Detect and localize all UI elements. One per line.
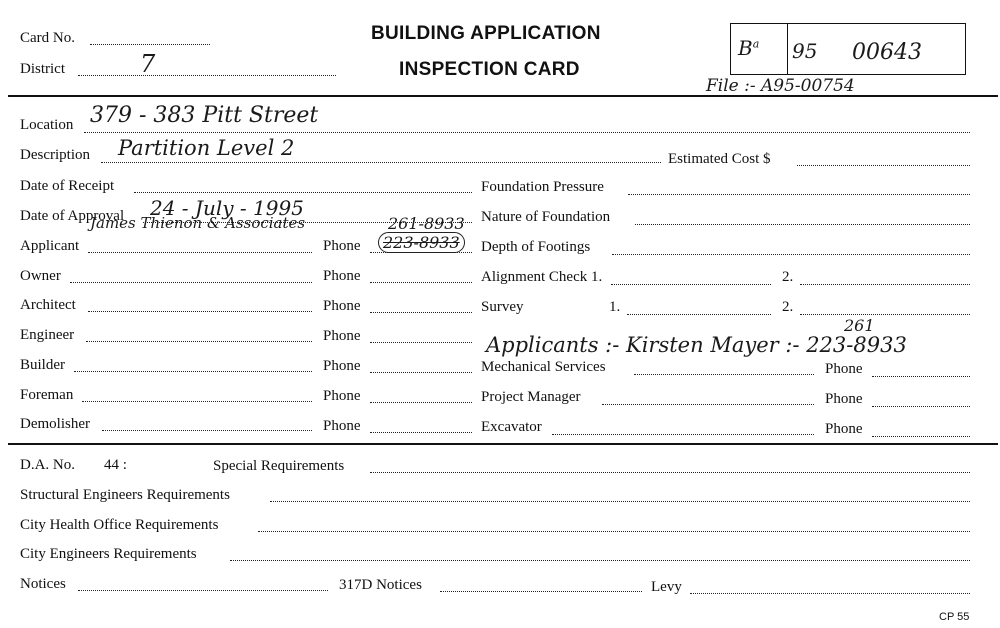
nature-of-foundation-label: Nature of Foundation: [481, 209, 611, 225]
foreman-phone-dotted-line: [370, 402, 472, 403]
foundation-pressure-label: Foundation Pressure: [481, 179, 604, 195]
special-requirements-dotted-line: [370, 472, 970, 473]
depth-of-footings-dotted-line: [612, 254, 970, 255]
applicants-note: Applicants :- Kirsten Mayer :- 223-8933: [486, 333, 907, 357]
foreman-dotted-line: [82, 401, 312, 402]
notices-label: Notices: [20, 576, 66, 592]
reference-number: 00643: [852, 40, 922, 65]
survey-2-label: 2.: [782, 299, 794, 315]
structural-requirements-label: Structural Engineers Requirements: [20, 487, 230, 503]
location-dotted-line: [84, 132, 970, 133]
project-manager-phone-dotted-line: [872, 406, 970, 407]
alignment-check-label: Alignment Check 1.: [481, 269, 603, 285]
date-of-receipt-dotted-line: [134, 192, 472, 193]
card-no-dotted-line: [90, 44, 210, 45]
engineer-phone-label: Phone: [323, 328, 361, 344]
demolisher-phone-label: Phone: [323, 418, 361, 434]
title-line-1: BUILDING APPLICATION: [371, 23, 601, 44]
applicants-note-correction: 261: [844, 316, 875, 335]
requirements-divider: [8, 443, 998, 445]
demolisher-phone-dotted-line: [370, 432, 472, 433]
district-dotted-line: [78, 75, 336, 76]
project-manager-dotted-line: [602, 404, 814, 405]
excavator-phone-label: Phone: [825, 421, 863, 437]
levy-label: Levy: [651, 579, 682, 595]
foreman-phone-label: Phone: [323, 388, 361, 404]
health-requirements-label: City Health Office Requirements: [20, 517, 219, 533]
survey-1-label: 1.: [609, 299, 621, 315]
survey-label: Survey: [481, 299, 524, 315]
survey-2-dotted-line: [800, 314, 970, 315]
mechanical-phone-label: Phone: [825, 361, 863, 377]
mechanical-services-label: Mechanical Services: [481, 359, 606, 375]
owner-phone-label: Phone: [323, 268, 361, 284]
reference-year: 95: [792, 39, 818, 63]
reference-prefix: $B^a$: [738, 36, 760, 60]
survey-1-dotted-line: [627, 314, 771, 315]
builder-dotted-line: [74, 371, 312, 372]
district-label: District: [20, 61, 65, 77]
architect-label: Architect: [20, 297, 76, 313]
estimated-cost-dotted-line: [797, 165, 970, 166]
engineer-phone-dotted-line: [370, 342, 472, 343]
project-manager-label: Project Manager: [481, 389, 581, 405]
depth-of-footings-label: Depth of Footings: [481, 239, 591, 255]
demolisher-label: Demolisher: [20, 416, 90, 432]
description-value: Partition Level 2: [118, 136, 295, 160]
foreman-label: Foreman: [20, 387, 74, 403]
form-code: CP 55: [939, 611, 970, 623]
reference-box: [730, 23, 966, 75]
title-line-2: INSPECTION CARD: [399, 59, 580, 80]
mechanical-phone-dotted-line: [872, 376, 970, 377]
health-requirements-dotted-line: [258, 531, 970, 532]
notices-317d-dotted-line: [440, 591, 642, 592]
reference-box-divider: [787, 24, 788, 74]
foundation-pressure-dotted-line: [628, 194, 970, 195]
structural-requirements-dotted-line: [270, 501, 970, 502]
alignment-1-dotted-line: [611, 284, 771, 285]
notices-dotted-line: [78, 590, 328, 591]
mechanical-services-dotted-line: [634, 374, 814, 375]
card-no-label: Card No.: [20, 30, 75, 46]
levy-dotted-line: [690, 593, 970, 594]
applicant-phone-old: 223-8933: [378, 232, 465, 253]
special-requirements-label: Special Requirements: [213, 458, 345, 474]
engineer-label: Engineer: [20, 327, 75, 343]
date-of-approval-value: 24 - July - 1995: [150, 196, 304, 220]
location-value: 379 - 383 Pitt Street: [90, 103, 319, 128]
description-label: Description: [20, 147, 90, 163]
architect-phone-dotted-line: [370, 312, 472, 313]
engineer-dotted-line: [86, 341, 312, 342]
architect-phone-label: Phone: [323, 298, 361, 314]
builder-phone-dotted-line: [370, 372, 472, 373]
excavator-label: Excavator: [481, 419, 542, 435]
owner-dotted-line: [70, 282, 312, 283]
demolisher-dotted-line: [102, 430, 312, 431]
excavator-phone-dotted-line: [872, 436, 970, 437]
alignment-2-dotted-line: [800, 284, 970, 285]
owner-label: Owner: [20, 268, 61, 284]
applicant-phone-label: Phone: [323, 238, 361, 254]
city-engineers-requirements-dotted-line: [230, 560, 970, 561]
applicant-value: James Thienon & Associates: [90, 214, 306, 232]
architect-dotted-line: [88, 311, 312, 312]
builder-phone-label: Phone: [323, 358, 361, 374]
excavator-dotted-line: [552, 434, 814, 435]
applicant-label: Applicant: [20, 238, 80, 254]
estimated-cost-label: Estimated Cost $: [668, 151, 771, 167]
date-of-receipt-label: Date of Receipt: [20, 178, 115, 194]
date-of-approval-label: Date of Approval: [20, 208, 125, 224]
applicant-phone-new: 261-8933: [388, 214, 465, 233]
notices-317d-label: 317D Notices: [339, 577, 422, 593]
applicant-dotted-line: [88, 252, 312, 253]
header-divider: [8, 95, 998, 97]
city-engineers-requirements-label: City Engineers Requirements: [20, 546, 197, 562]
owner-phone-dotted-line: [370, 282, 472, 283]
da-no-label: D.A. No.: [20, 457, 75, 473]
location-label: Location: [20, 117, 74, 133]
da-no-value: 44 :: [104, 457, 127, 473]
alignment-2-label: 2.: [782, 269, 794, 285]
file-note: File :- A95-00754: [706, 76, 855, 96]
district-value: 7: [140, 50, 156, 78]
nature-of-foundation-dotted-line: [635, 224, 970, 225]
project-manager-phone-label: Phone: [825, 391, 863, 407]
description-dotted-line: [101, 162, 661, 163]
builder-label: Builder: [20, 357, 65, 373]
